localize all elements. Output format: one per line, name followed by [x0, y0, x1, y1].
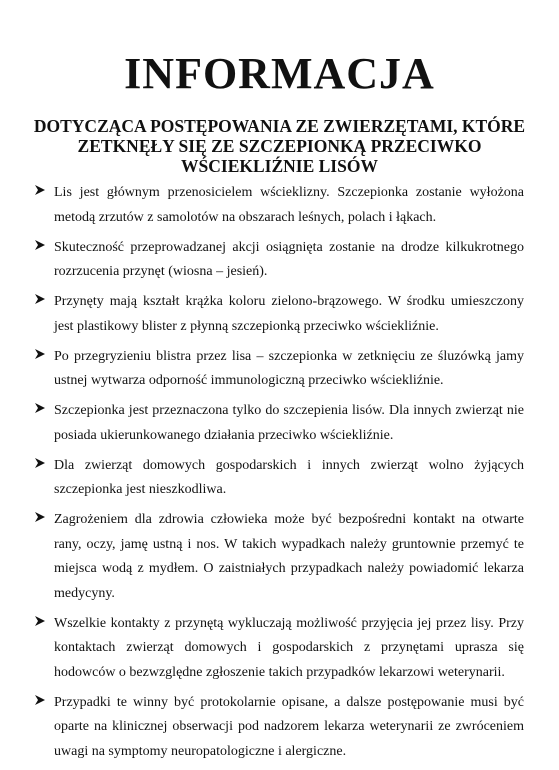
information-list — [34, 181, 524, 770]
arrowhead-bullet-icon — [34, 457, 46, 469]
list-item — [34, 691, 524, 765]
list-item-text: Wszelkie kontakty z przynętą wykluczają możliwość przyjęcia jej przez lisy. Przy kontaktach zwierząt domowych i gospodarskich z przynętami uprasza się hodowców o bezwzględne zgłoszenie takich przypadków lekarzowi weterynarii. — [54, 615, 524, 680]
subtitle-line: WŚCIEKLIŹNIE LISÓW — [181, 156, 378, 176]
subtitle — [20, 116, 539, 176]
list-item-text: Po przegryzieniu blistra przez lisa – szczepionka w zetknięciu ze śluzówką jamy ustnej wytwarza odporność immunologiczną przeciwko wściekliźnie. — [54, 348, 524, 388]
list-item-text: Lis jest głównym przenosicielem wścieklizny. Szczepionka zostanie wyłożona metodą zrzutów z samolotów na obszarach leśnych, polach i łąkach. — [54, 185, 524, 225]
list-item — [34, 181, 524, 230]
arrowhead-bullet-icon — [34, 348, 46, 360]
list-item — [34, 345, 524, 394]
list-item — [34, 508, 524, 606]
page-title: INFORMACJA — [124, 49, 435, 98]
arrowhead-bullet-icon — [34, 615, 46, 627]
list-item — [34, 454, 524, 503]
list-item-text: Przynęty mają kształt krążka koloru zielono-brązowego. W środku umieszczony jest plastikowy blister z płynną szczepionką przeciwko wściekliźnie. — [54, 294, 524, 334]
list-item-text: Skuteczność przeprowadzanej akcji osiągnięta zostanie na drodze kilkukrotnego rozrzucenia przynęt (wiosna – jesień). — [54, 239, 524, 279]
list-item — [34, 290, 524, 339]
arrowhead-bullet-icon — [34, 511, 46, 523]
list-item-text: Szczepionka jest przeznaczona tylko do szczepienia lisów. Dla innych zwierząt nie posiada ukierunkowanego działania przeciwko wściekliźnie. — [54, 403, 524, 443]
subtitle-line: DOTYCZĄCA POSTĘPOWANIA ZE ZWIERZĘTAMI, KTÓRE — [33, 116, 526, 136]
list-item — [34, 612, 524, 686]
arrowhead-bullet-icon — [34, 184, 46, 196]
list-item-text: Przypadki te winny być protokolarnie opisane, a dalsze postępowanie musi być oparte na klinicznej obserwacji pod nadzorem lekarza weterynarii ze zwróceniem uwagi na symptomy neuropatologiczne i alergiczne. — [54, 694, 524, 759]
list-item — [34, 236, 524, 285]
arrowhead-bullet-icon — [34, 694, 46, 706]
subtitle-line: ZETKNĘŁY SIĘ ZE SZCZEPIONKĄ PRZECIWKO — [77, 136, 482, 156]
arrowhead-bullet-icon — [34, 239, 46, 251]
list-item-text: Zagrożeniem dla zdrowia człowieka może być bezpośredni kontakt na otwarte rany, oczy, jamę ustną i nos. W takich wypadkach należy gruntownie przemyć te miejsca wodą z mydłem. O zaistniałych przypadkach należy powiadomić lekarza medycyny. — [54, 512, 524, 601]
arrowhead-bullet-icon — [34, 293, 46, 305]
list-item — [34, 399, 524, 448]
list-item-text: Dla zwierząt domowych gospodarskich i innych zwierząt wolno żyjących szczepionka jest nieszkodliwa. — [54, 457, 524, 497]
arrowhead-bullet-icon — [34, 402, 46, 414]
